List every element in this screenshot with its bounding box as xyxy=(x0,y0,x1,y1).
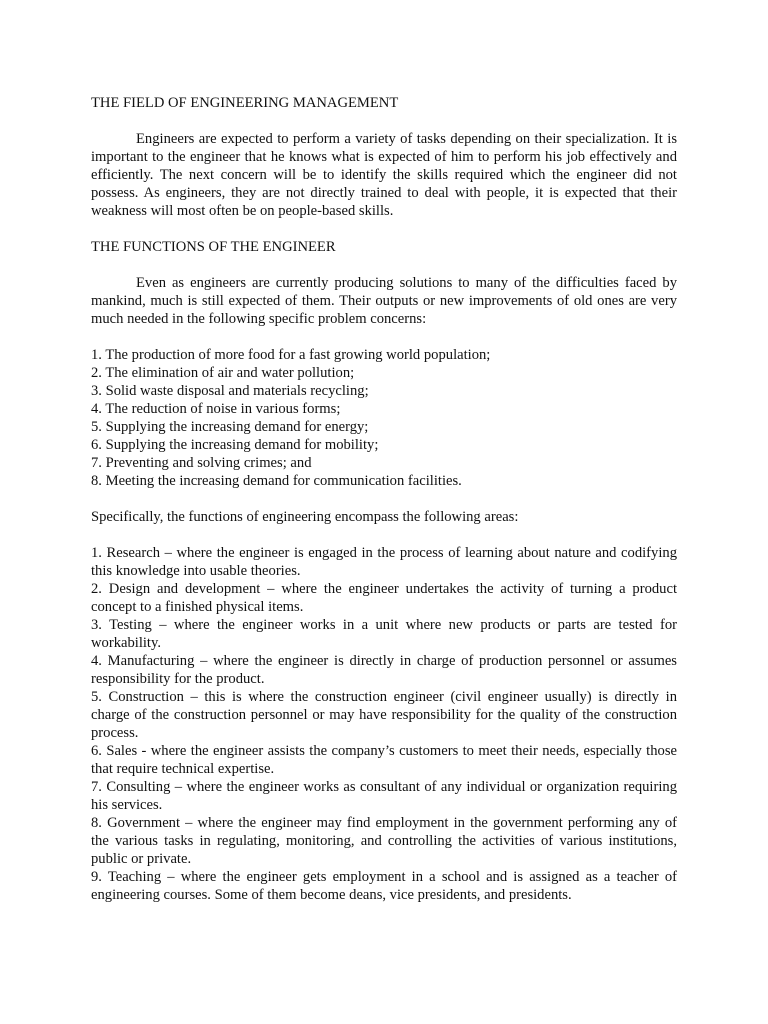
concern-item: 4. The reduction of noise in various forms; xyxy=(91,401,341,417)
section-heading-field: THE FIELD OF ENGINEERING MANAGEMENT xyxy=(91,95,399,111)
concern-item: 6. Supplying the increasing demand for mobility; xyxy=(91,437,379,453)
section-heading-functions: THE FUNCTIONS OF THE ENGINEER xyxy=(91,239,336,255)
concern-item: 7. Preventing and solving crimes; and xyxy=(91,455,312,471)
function-item: 5. Construction – this is where the construction engineer (civil engineer usually) is directly in charge of the construction personnel or may have responsibility for the quality of the construction process. xyxy=(91,689,677,741)
function-item: 3. Testing – where the engineer works in a unit where new products or parts are tested for workability. xyxy=(91,617,677,651)
concern-item: 5. Supplying the increasing demand for energy; xyxy=(91,419,369,435)
concern-item: 3. Solid waste disposal and materials recycling; xyxy=(91,383,369,399)
concern-item: 1. The production of more food for a fast growing world population; xyxy=(91,347,491,363)
function-item: 1. Research – where the engineer is engaged in the process of learning about nature and codifying this knowledge into usable theories. xyxy=(91,545,677,579)
function-item: 7. Consulting – where the engineer works as consultant of any individual or organization requiring his services. xyxy=(91,779,677,813)
function-item: 8. Government – where the engineer may find employment in the government performing any of the various tasks in regulating, monitoring, and controlling the activities of various institutions, public or private. xyxy=(91,815,677,867)
functions-list xyxy=(91,544,677,904)
functions-intro-text: Specifically, the functions of engineering encompass the following areas: xyxy=(91,509,519,525)
document-page xyxy=(91,94,677,922)
function-item: 9. Teaching – where the engineer gets employment in a school and is assigned as a teacher of engineering courses. Some of them become deans, vice presidents, and presidents. xyxy=(91,869,677,903)
paragraph-functions-intro: Even as engineers are currently producing solutions to many of the difficulties faced by mankind, much is still expected of them. Their outputs or new improvements of old ones are very much needed in the following specific problem concerns: xyxy=(91,275,677,327)
paragraph-field-intro: Engineers are expected to perform a variety of tasks depending on their specialization. It is important to the engineer that he knows what is expected of him to perform his job effectively and efficiently. The next concern will be to identify the skills required which the engineer did not possess. As engineers, they are not directly trained to deal with people, it is expected that their weakness will most often be on people-based skills. xyxy=(91,131,677,219)
function-item: 4. Manufacturing – where the engineer is directly in charge of production personnel or assumes responsibility for the product. xyxy=(91,653,677,687)
function-item: 6. Sales - where the engineer assists the company’s customers to meet their needs, especially those that require technical expertise. xyxy=(91,743,677,777)
function-item: 2. Design and development – where the engineer undertakes the activity of turning a product concept to a finished physical items. xyxy=(91,581,677,615)
concerns-list xyxy=(91,346,677,490)
concern-item: 2. The elimination of air and water pollution; xyxy=(91,365,355,381)
concern-item: 8. Meeting the increasing demand for communication facilities. xyxy=(91,473,462,489)
